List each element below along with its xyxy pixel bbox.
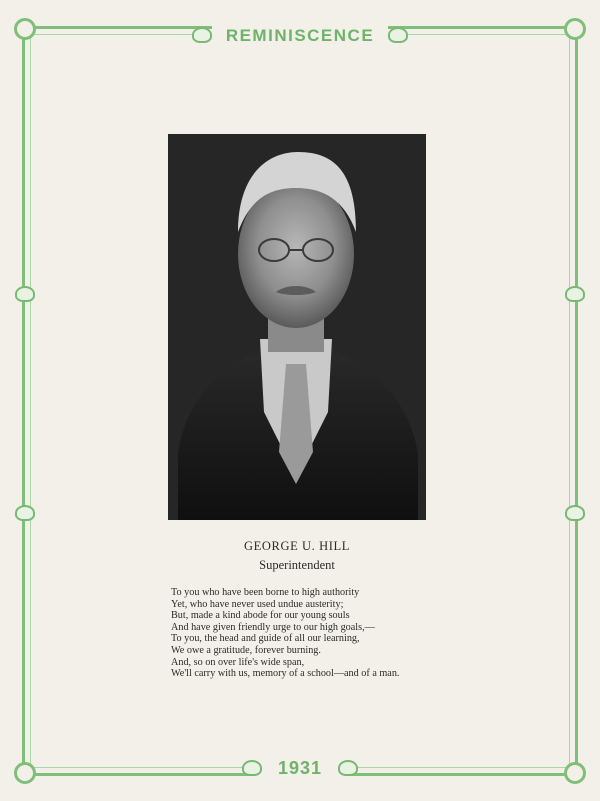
poem [171,587,471,680]
poem-line: Yet, who have never used undue austerity; [171,598,344,610]
shell-ornament-icon [565,286,585,302]
footer-year: 1931 [277,758,323,778]
subject-role: Superintendent [259,558,335,572]
poem-line: And, so on over life's wide span, [171,656,305,668]
portrait-photo [168,134,426,520]
subject-name: GEORGE U. HILL [244,539,350,553]
corner-ornament-icon [14,762,36,784]
shell-ornament-icon [15,505,35,521]
corner-ornament-icon [14,18,36,40]
corner-ornament-icon [564,762,586,784]
poem-line: To you, the head and guide of all our learning, [171,633,360,645]
shell-ornament-icon [338,760,358,776]
poem-line: And have given friendly urge to our high goals,— [171,621,375,633]
shell-ornament-icon [565,505,585,521]
poem-line: We'll carry with us, memory of a school—and of a man. [171,668,400,680]
shell-ornament-icon [242,760,262,776]
corner-ornament-icon [564,18,586,40]
poem-line: We owe a gratitude, forever burning. [171,644,321,656]
poem-line: But, made a kind abode for our young souls [171,610,350,622]
shell-ornament-icon [15,286,35,302]
page-title: REMINISCENCE [225,26,375,45]
poem-line: To you who have been borne to high authority [171,587,360,598]
